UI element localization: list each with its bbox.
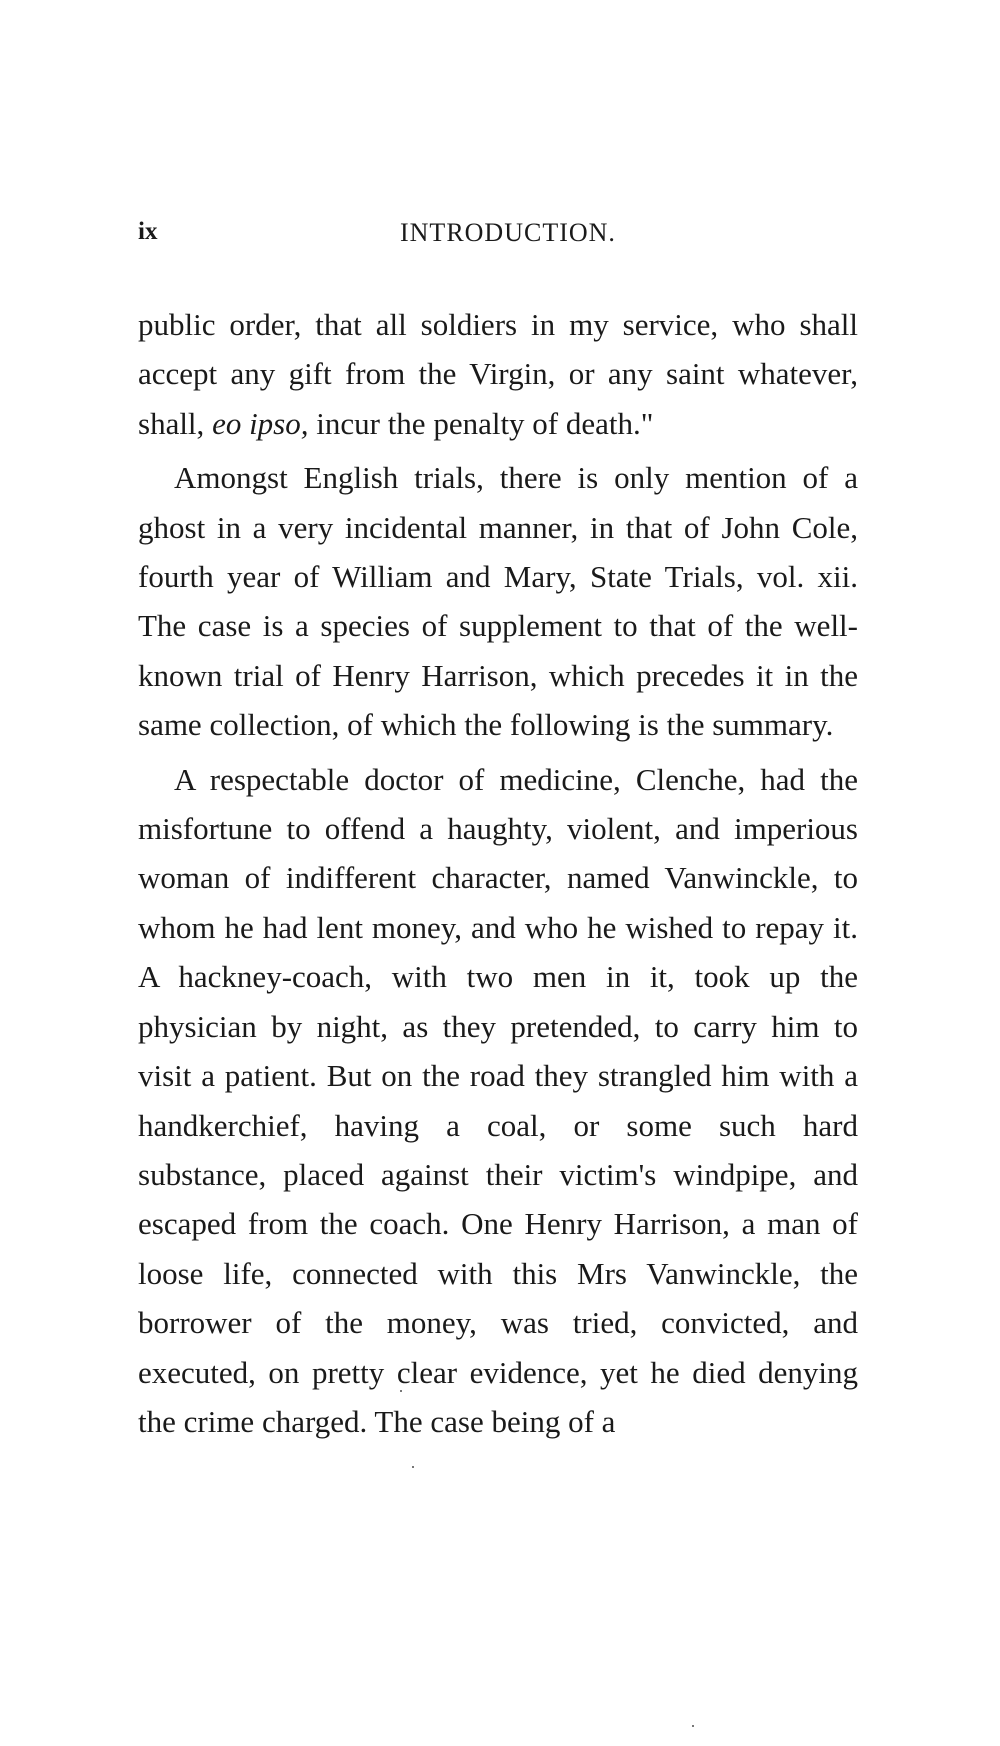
body-text [138,300,858,1446]
print-speck [412,1466,414,1468]
paragraph-1-italic: eo ipso, [212,405,309,441]
print-speck [400,1390,402,1392]
page-header [138,218,858,258]
paragraph-3: A respectable doctor of medicine, Clenche, had the misfortune to offend a haughty, violent, and imperious woman of indifferent character, named Vanwinckle, to whom he had lent money, and who he wished to repay it. A hackney-coach, with two men in it, took up the physician by night, as they pretended, to carry him to visit a patient. But on the road they strangled him with a handkerchief, having a coal, or some such hard substance, placed against their victim's windpipe, and escaped from the coach. One Henry Harrison, a man of loose life, connected with this Mrs Vanwinckle, the borrower of the money, was tried, convicted, and executed, on pretty clear evidence, yet he died denying the crime charged. The case being of a [138,761,858,1439]
paragraph-1-text-end: incur the penalty of death." [308,405,654,441]
running-title: INTRODUCTION. [400,218,616,247]
paragraph-1-text: public order, that all soldiers in my service, who shall accept any gift from the Virgin, or any saint whatever, shall, [138,307,858,441]
print-speck [692,1725,694,1727]
page-number: ix [138,218,158,245]
paragraph-1 [138,300,858,448]
paragraph-2: Amongst English trials, there is only mention of a ghost in a very incidental manner, in that of John Cole, fourth year of William and Mary, State Trials, vol. xii. The case is a species of supplement to that of the well-known trial of Henry Harrison, which precedes it in the same collection, of which the following is the summary. [138,460,858,743]
